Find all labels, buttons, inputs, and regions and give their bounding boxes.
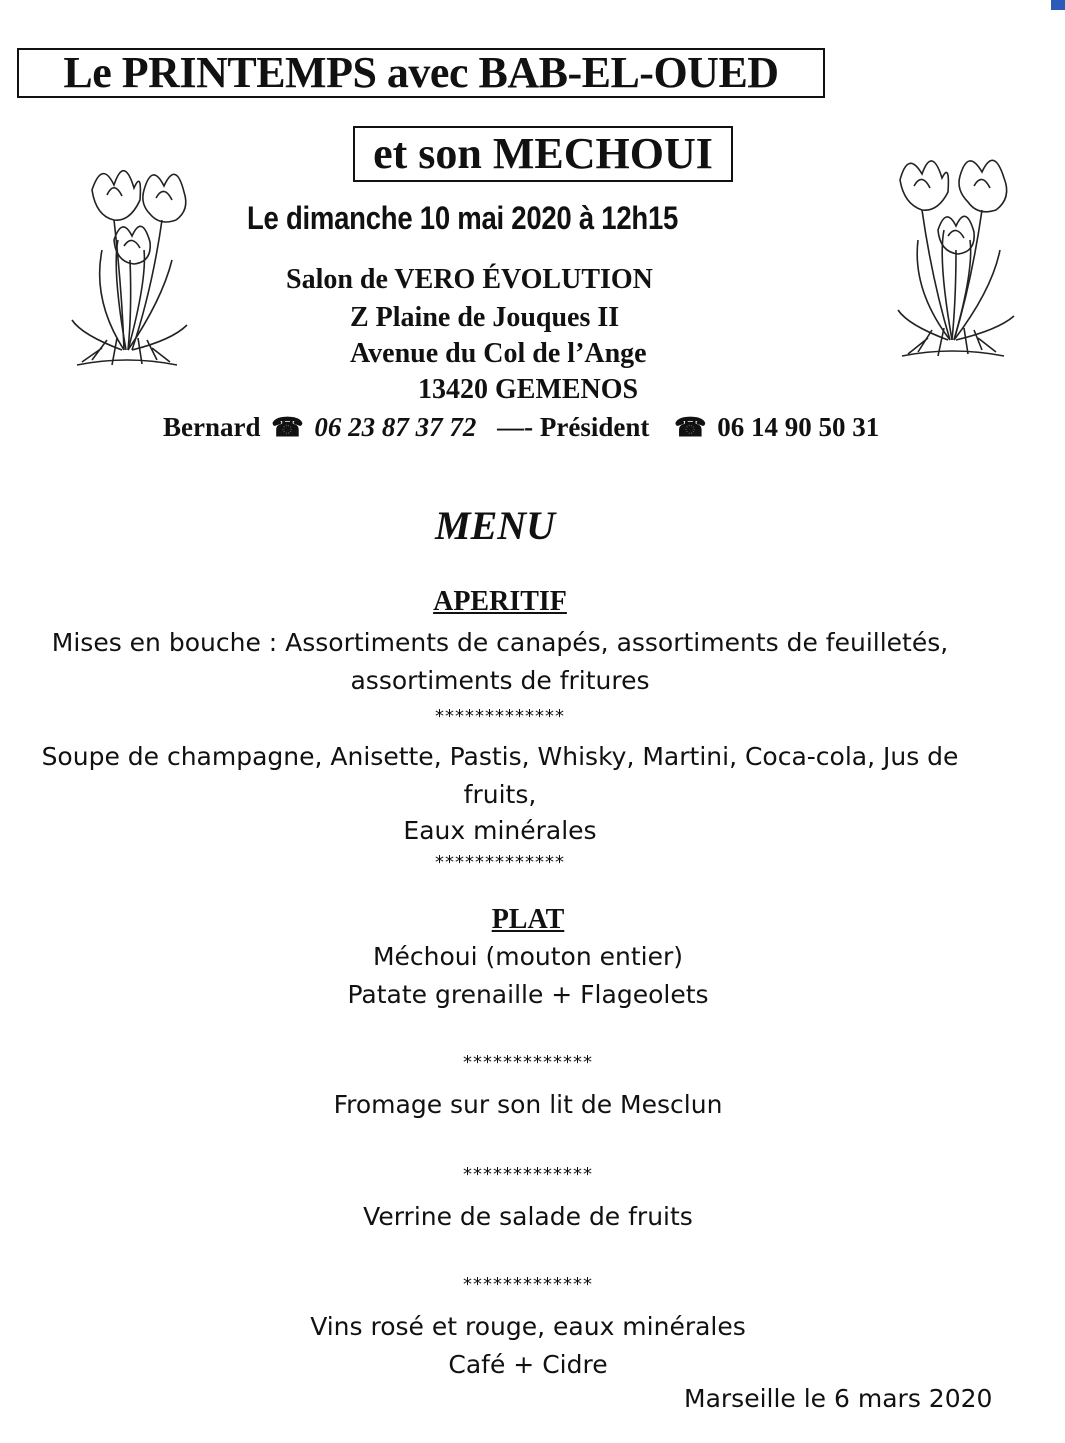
crocus-flower-icon <box>52 150 202 380</box>
contact-name: Bernard <box>163 412 261 442</box>
contact-line <box>163 412 879 443</box>
crocus-flower-icon <box>882 140 1032 370</box>
drinks-line-1: Soupe de champagne, Anisette, Pastis, Whisky, Martini, Coca-cola, Jus de <box>41 742 959 771</box>
wine-line: Vins rosé et rouge, eaux minérales <box>310 1312 746 1341</box>
separator-stars: ************* <box>435 706 565 727</box>
page-subtitle: et son MECHOUI <box>353 126 733 182</box>
venue-name: Salon de VERO ÉVOLUTION <box>286 264 653 295</box>
telephone-icon: ☎ <box>674 413 707 442</box>
drinks-line-2: fruits, <box>463 780 537 809</box>
telephone-icon: ☎ <box>271 413 304 442</box>
footer-place-date: Marseille le 6 mars 2020 <box>684 1384 993 1413</box>
aperitif-line-2: assortiments de fritures <box>350 666 650 695</box>
separator-stars: ************* <box>463 1274 593 1295</box>
venue-street: Avenue du Col de l’Ange <box>350 338 647 369</box>
plat-heading: PLAT <box>491 904 565 935</box>
separator-stars: ************* <box>463 1164 593 1185</box>
aperitif-line-1: Mises en bouche : Assortiments de canapés, assortiments de feuilletés, <box>51 628 949 657</box>
plat-line-2: Patate grenaille + Flageolets <box>347 980 709 1009</box>
aperitif-heading: APERITIF <box>433 586 567 617</box>
separator-stars: ************* <box>463 1052 593 1073</box>
contact-phone-1: 06 23 87 37 72 <box>314 412 477 442</box>
event-date: Le dimanche 10 mai 2020 à 12h15 <box>247 200 679 236</box>
page-title: Le PRINTEMPS avec BAB-EL-OUED <box>17 48 825 98</box>
contact-president: —- Président <box>497 412 650 442</box>
drinks-line-3: Eaux minérales <box>403 816 597 845</box>
coffee-line: Café + Cidre <box>448 1350 608 1379</box>
dessert-course: Verrine de salade de fruits <box>363 1202 693 1231</box>
cheese-course: Fromage sur son lit de Mesclun <box>333 1090 723 1119</box>
separator-stars: ************* <box>435 852 565 873</box>
venue-city: 13420 GEMENOS <box>418 374 639 405</box>
menu-title: MENU <box>435 503 556 548</box>
venue-zone: Z Plaine de Jouques II <box>350 302 620 333</box>
plat-line-1: Méchoui (mouton entier) <box>372 942 684 971</box>
scan-edge-mark <box>1051 0 1065 10</box>
contact-phone-2: 06 14 90 50 31 <box>717 412 880 442</box>
